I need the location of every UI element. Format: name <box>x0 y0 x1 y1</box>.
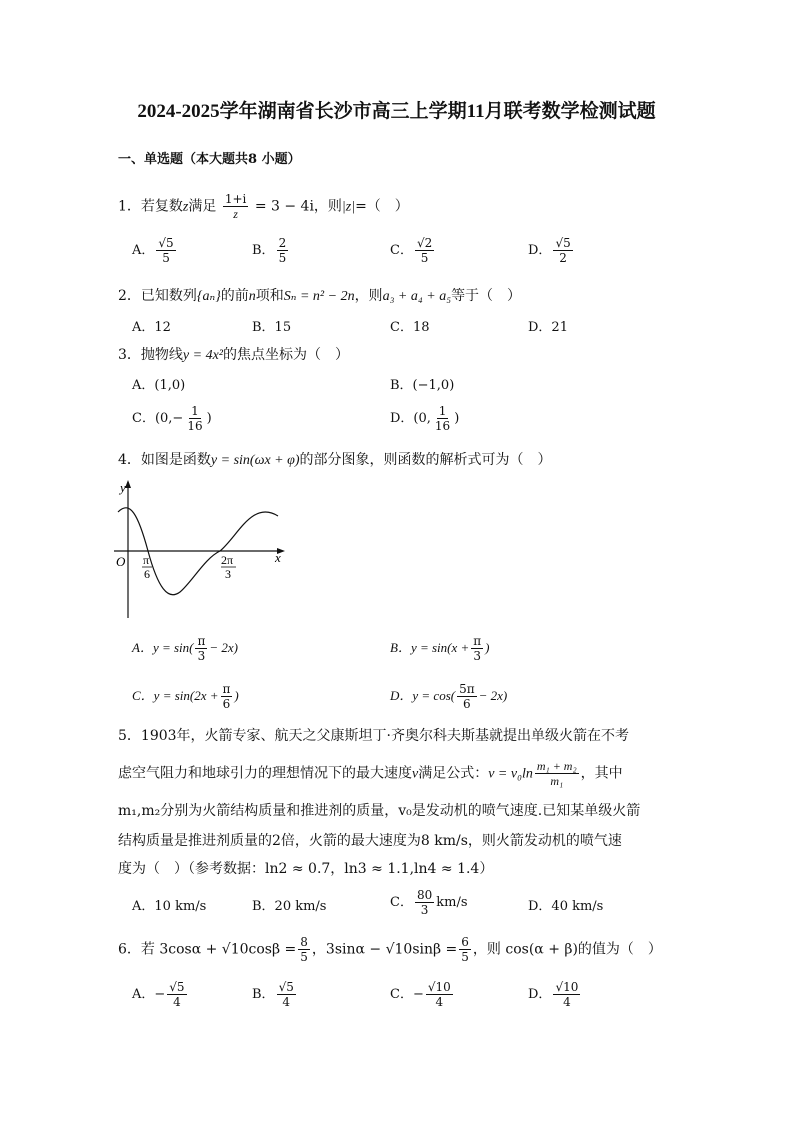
q5-line-3: m₁,m₂分别为火箭结构质量和推进剂的质量，v₀是发动机的喷气速度.已知某单级火箭 <box>118 803 641 819</box>
question-3-stem: 3．抛物线y = 4x²的焦点坐标为（ ） <box>118 347 349 363</box>
q1-fraction: $\frac{1+i}{z}$ <box>224 192 247 221</box>
tick-pi-6-den: 6 <box>144 567 150 581</box>
y-axis-arrow <box>125 480 131 488</box>
q1-option-c: C． $\frac{√2}{5}$ <box>390 236 433 265</box>
question-4-stem: 4．如图是函数y = sin(ωx + φ)的部分图象，则函数的解析式可为（ ） <box>118 452 552 468</box>
q6-option-a: A．− $\frac{√5}{4}$ <box>132 980 185 1009</box>
q3-option-a: A．(1,0) <box>132 378 186 393</box>
x-label: x <box>275 550 281 565</box>
q1-option-a: A． $\frac{√5}{5}$ <box>132 236 174 265</box>
question-2-stem: 2．已知数列{aₙ}的前n项和Sₙ = n² − 2n，则a₃ + a₄ + a₅等于（ ） <box>118 288 522 304</box>
question-1-stem <box>118 192 409 221</box>
q4-option-c: C．y = sin(2x + $\frac{\pi}{6}$ ) <box>132 682 239 711</box>
q5-option-c: C． $\frac{80}{3}$ km/s <box>390 888 468 917</box>
q4-option-a: A．y = sin( $\frac{\pi}{3}$ − 2x) <box>132 634 238 663</box>
q1-text-b: 满足 <box>188 198 217 215</box>
origin-label: O <box>116 554 126 569</box>
q6-option-c: C．− $\frac{√10}{4}$ <box>390 980 451 1009</box>
q1-option-d: D． $\frac{√5}{2}$ <box>528 236 571 265</box>
tick-pi-6-num: π <box>143 553 150 567</box>
q1-text-a: 1．若复数 <box>118 198 183 215</box>
q5-line-1: 5．1903年，火箭专家、航天之父康斯坦丁·齐奥尔科夫斯基就提出单级火箭在不考 <box>118 728 629 744</box>
q3-option-c: C．(0,− $\frac{1}{16}$ ) <box>132 404 212 433</box>
tick-2pi-3-num: 2π <box>221 553 234 567</box>
q6-option-d: D． $\frac{√10}{4}$ <box>528 980 579 1009</box>
tick-2pi-3-den: 3 <box>225 567 231 581</box>
sine-graph <box>110 478 290 623</box>
q3-option-b: B．(−1,0) <box>390 378 455 393</box>
page-title: 2024-2025学年湖南省长沙市高三上学期11月联考数学检测试题 <box>137 101 656 122</box>
q2-option-b: B．15 <box>252 320 292 335</box>
section-heading: 一、单选题（本大题共8 小题） <box>118 152 301 167</box>
q5-line-4: 结构质量是推进剂质量的2倍，火箭的最大速度为8 km/s，则火箭发动机的喷气速 <box>118 833 622 849</box>
q1-text-c: = 3 − 4i，则 <box>254 198 342 215</box>
q2-option-c: C．18 <box>390 320 430 335</box>
question-6-stem: 6．若 3cosα + √10cosβ = $\frac{8}{5}$ ，3sinα − √10sinβ = $\frac{6}{5}$ ，则 cos(α + β)的值为（ ） <box>118 935 662 964</box>
q5-option-b: B．20 km/s <box>252 899 327 914</box>
q2-option-d: D．21 <box>528 320 568 335</box>
q1-abs-z: |z| <box>341 199 356 215</box>
q1-text-d: =（ ） <box>355 198 409 215</box>
q6-option-b: B． $\frac{√5}{4}$ <box>252 980 294 1009</box>
q5-line-5: 度为（ ）（参考数据：ln2 ≈ 0.7，ln3 ≈ 1.1,ln4 ≈ 1.4） <box>118 861 494 877</box>
q4-option-b: B．y = sin(x + $\frac{\pi}{3}$ ) <box>390 634 490 663</box>
y-label: y <box>120 480 126 495</box>
q2-option-a: A．12 <box>132 320 171 335</box>
q3-option-d: D．(0, $\frac{1}{16}$ ) <box>390 404 460 433</box>
q5-option-d: D．40 km/s <box>528 899 604 914</box>
q1-option-b: B． $\frac{2}{5}$ <box>252 236 287 265</box>
q5-line-2: 虑空气阻力和地球引力的理想情况下的最大速度v满足公式：v = v₀ln $\frac{\text{m₁ + m₂}}{\text{m₁}}$ ，其中 <box>118 759 623 788</box>
q1-var-z: z <box>182 199 189 215</box>
q5-option-a: A．10 km/s <box>132 899 207 914</box>
q4-option-d: D．y = cos( $\frac{5\pi}{6}$ − 2x) <box>390 682 508 711</box>
